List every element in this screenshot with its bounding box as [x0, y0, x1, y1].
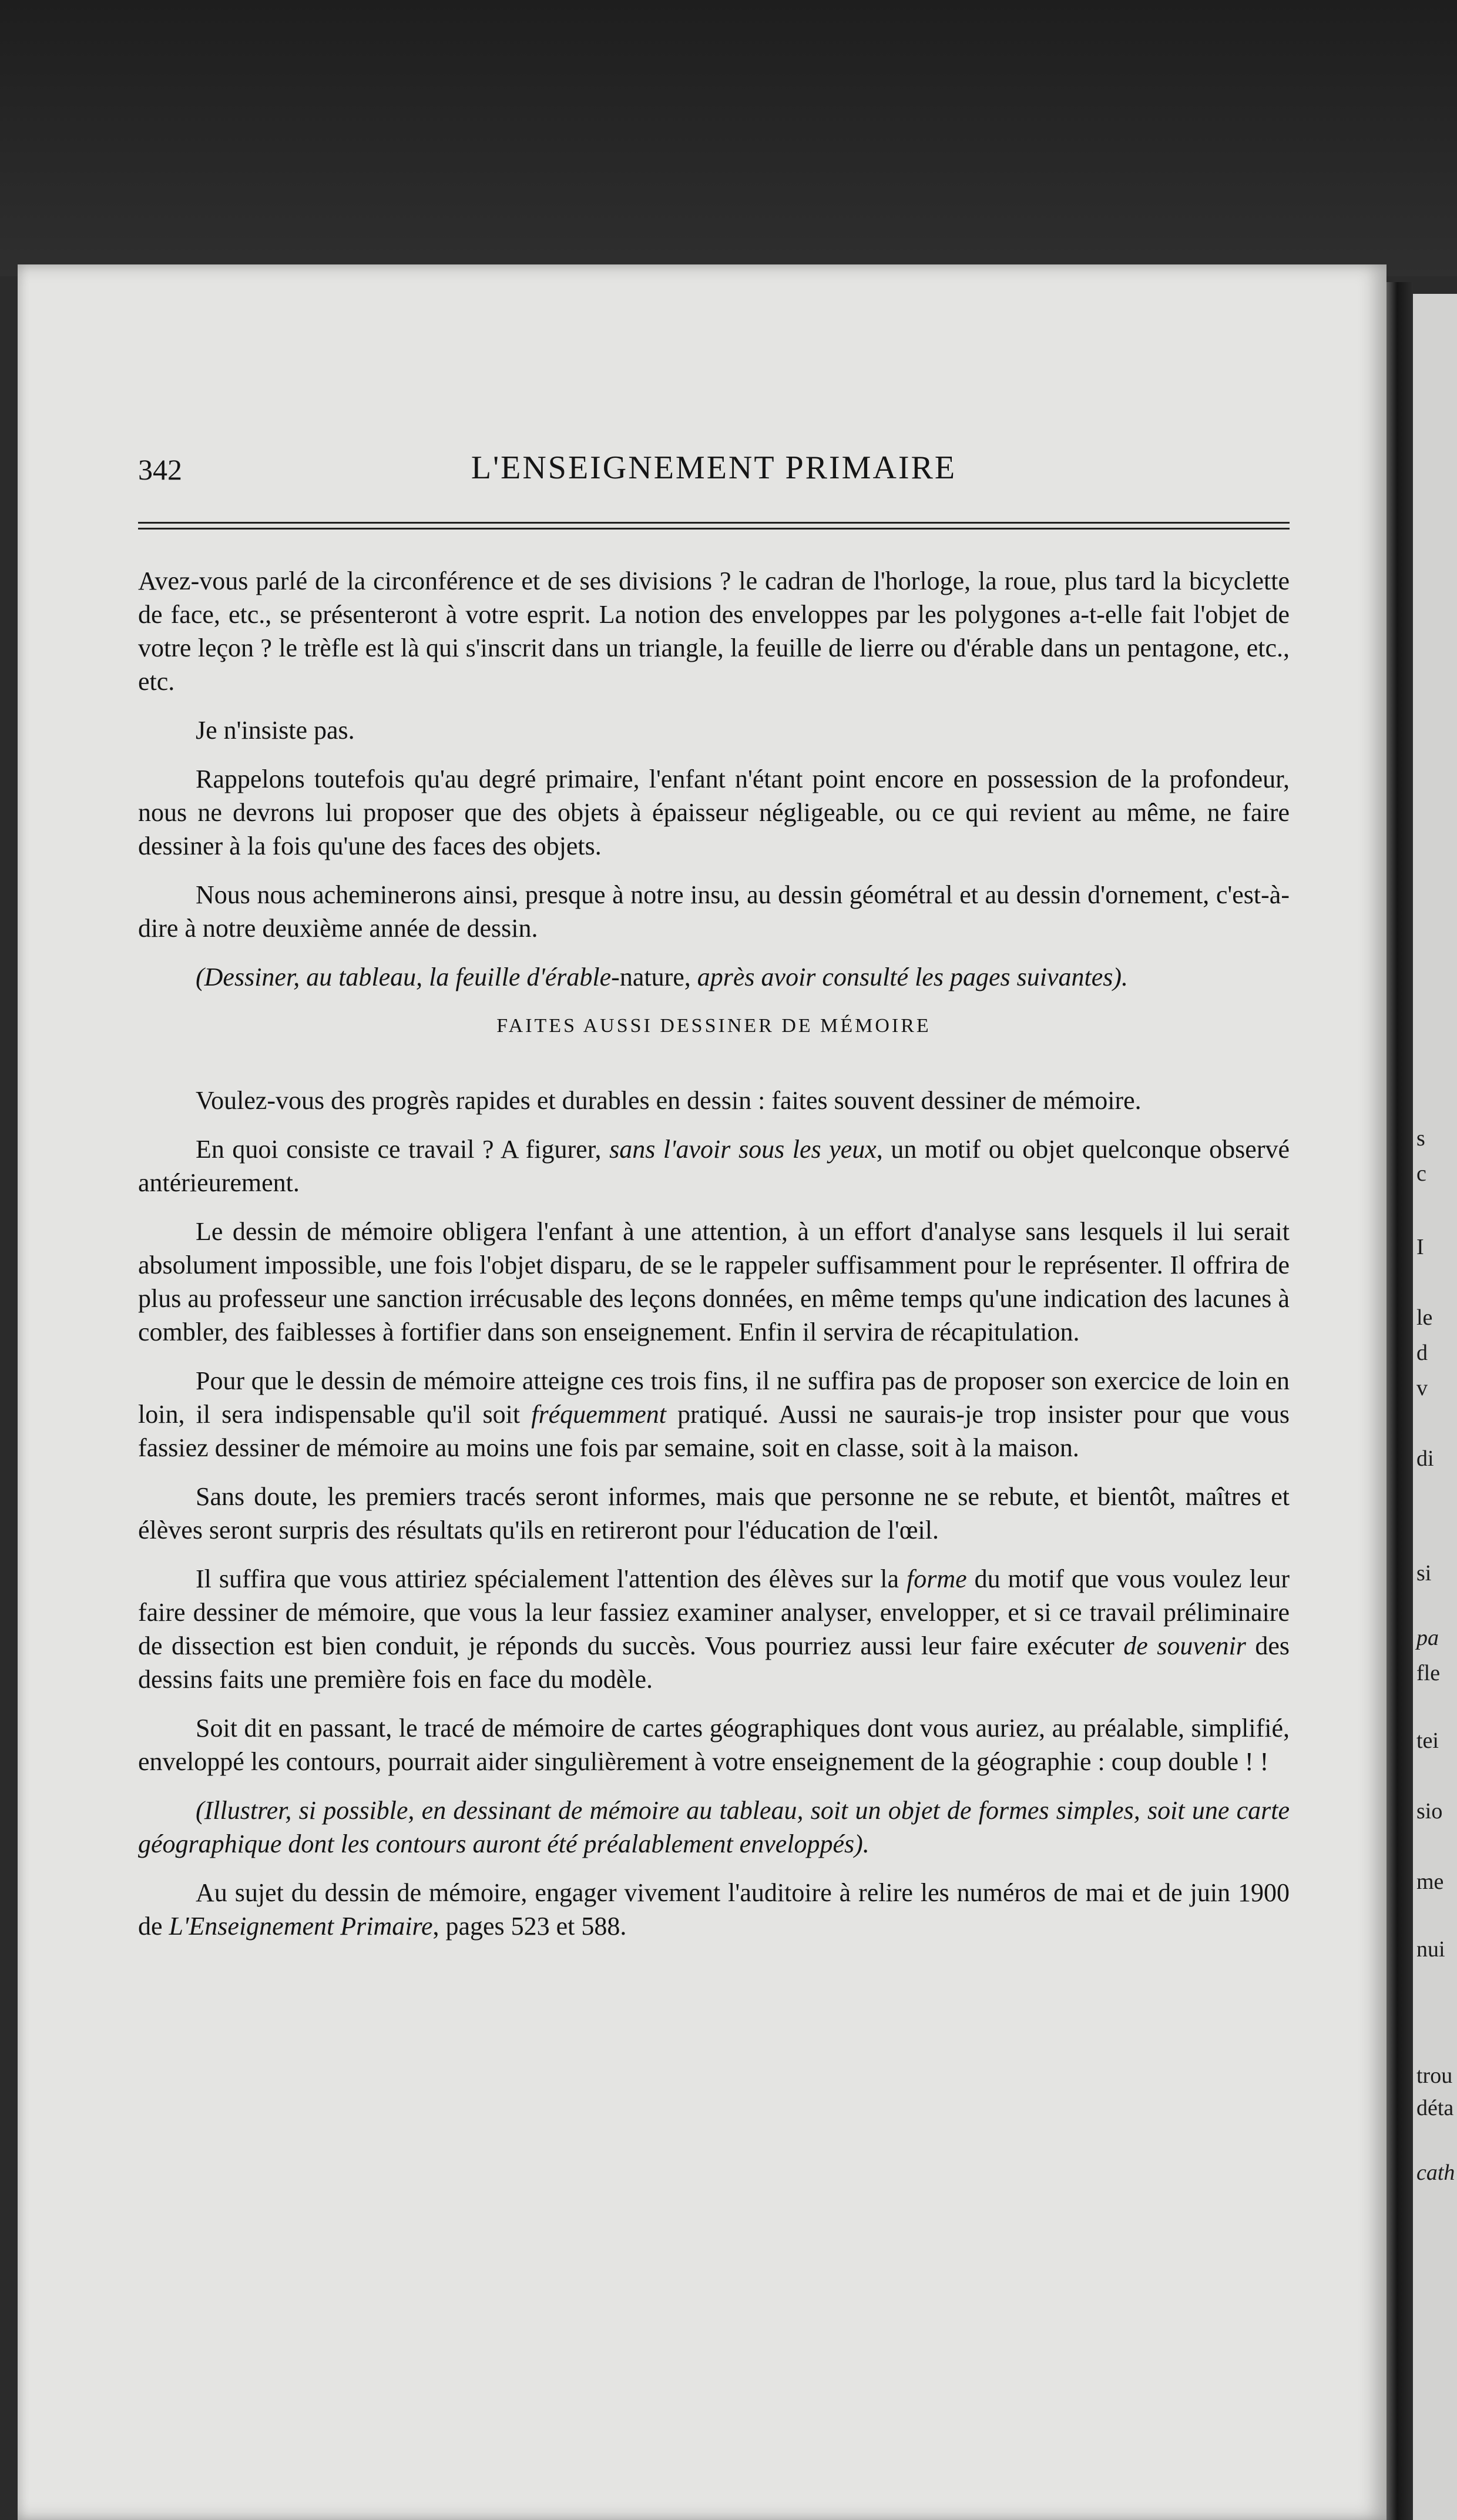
adjacent-fragment: tei: [1416, 1728, 1439, 1753]
adjacent-fragment: nui: [1416, 1937, 1445, 1962]
adjacent-fragment: s: [1416, 1126, 1425, 1151]
paragraph: [138, 1364, 1290, 1465]
paragraph: Nous nous acheminerons ainsi, presque à notre insu, au dessin géométral et au dessin d'ornement, c'est-à-dire à notre deuxième année de dessin.: [138, 880, 1290, 943]
page-number: 342: [138, 453, 182, 486]
adjacent-fragment: me: [1416, 1869, 1444, 1894]
section-heading: FAITES AUSSI DESSINER DE MÉMOIRE: [496, 1015, 931, 1037]
background-dark-top: [0, 0, 1457, 276]
text-run: , un motif ou objet quelconque observé antérieurement.: [138, 1135, 1290, 1197]
paragraph: [138, 1562, 1290, 1696]
note-plain: nature,: [619, 963, 691, 991]
header-rule: [138, 528, 1290, 530]
paragraph: Soit dit en passant, le tracé de mémoire de cartes géographiques dont vous auriez, au préalable, simplifié, enveloppé les contours, pourrait aider singulièrement à votre enseignement de la géographie : coup double ! !: [138, 1714, 1290, 1776]
header-rule: [138, 522, 1290, 524]
adjacent-fragment: déta: [1416, 2096, 1454, 2120]
text-run: Il suffira que vous attiriez spécialement l'attention des élèves sur la: [196, 1564, 907, 1593]
adjacent-fragment: fle: [1416, 1661, 1441, 1685]
note-italic: après avoir consulté les pages suivantes).: [690, 963, 1128, 991]
text-run: pratiqué. Aussi ne saurais-je trop insister pour que vous fassiez dessiner de mémoire au moins une fois par semaine, soit en classe, soit à la maison.: [138, 1400, 1290, 1462]
body-text: [138, 564, 1290, 1958]
adjacent-fragment: d: [1416, 1341, 1428, 1365]
adjacent-fragment: le: [1416, 1305, 1433, 1330]
text-run: des dessins faits une première fois en face du modèle.: [138, 1631, 1290, 1694]
paragraph: [138, 1876, 1290, 1943]
paragraph: Voulez-vous des progrès rapides et durables en dessin : faites souvent dessiner de mémoire.: [196, 1086, 1142, 1115]
paragraph: Sans doute, les premiers tracés seront informes, mais que personne ne se rebute, et bientôt, maîtres et élèves seront surpris des résultats qu'ils en retireront pour l'éducation de l'œil.: [138, 1482, 1290, 1544]
text-run: Pour que le dessin de mémoire atteigne ces trois fins, il ne suffira pas de proposer son exercice de loin en loin, il sera indispensable qu'il soit: [138, 1366, 1290, 1429]
instruction-note: (Illustrer, si possible, en dessinant de mémoire au tableau, soit un objet de formes simples, soit une carte géographique dont les contours auront été préalablement enveloppés).: [138, 1796, 1290, 1858]
instruction-note: [138, 960, 1290, 994]
italic-run: sans l'avoir sous les yeux: [609, 1135, 877, 1164]
text-run: Au sujet du dessin de mémoire, engager vivement l'auditoire à relire les numéros de mai et de juin 1900 de: [138, 1878, 1290, 1941]
adjacent-fragment: c: [1416, 1161, 1426, 1186]
adjacent-page-edge: [1413, 294, 1457, 2520]
italic-run: forme: [907, 1564, 967, 1593]
note-italic: (Dessiner, au tableau, la feuille d'érable-: [196, 963, 620, 991]
adjacent-fragment: sio: [1416, 1799, 1443, 1824]
italic-run: fréquemment: [531, 1400, 666, 1429]
adjacent-fragment: I: [1416, 1235, 1424, 1259]
adjacent-fragment: trou: [1416, 2063, 1453, 2088]
text-run: En quoi consiste ce travail ? A figurer,: [196, 1135, 610, 1164]
text-run: du motif que vous voulez leur faire dessiner de mémoire, que vous la leur fassiez examiner analyser, envelopper, et si ce travail préliminaire de dissection est bien conduit, je réponds du succès. Vous pourriez aussi leur faire exécuter: [138, 1564, 1290, 1660]
adjacent-fragment: v: [1416, 1376, 1428, 1400]
italic-run: de souvenir: [1123, 1631, 1246, 1660]
adjacent-fragment: si: [1416, 1561, 1432, 1586]
adjacent-fragment: di: [1416, 1446, 1434, 1471]
adjacent-fragment: pa: [1416, 1626, 1439, 1650]
book-gutter: [1386, 282, 1413, 2520]
running-title: L'ENSEIGNEMENT PRIMAIRE: [471, 450, 957, 486]
paragraph: Le dessin de mémoire obligera l'enfant à une attention, à un effort d'analyse sans lesquels il lui serait absolument impossible, une fois l'objet disparu, de se le rappeler suffisamment pour le représenter. Il offrira de plus au professeur une sanction irrécusable des leçons données, en même temps qu'une indication des lacunes à combler, des faiblesses à fortifier dans son enseignement. Enfin il servira de récapitulation.: [138, 1217, 1290, 1346]
paragraph: [138, 1132, 1290, 1199]
adjacent-fragment: cath: [1416, 2160, 1455, 2185]
running-header: [138, 450, 1290, 494]
paragraph: Avez-vous parlé de la circonférence et de ses divisions ? le cadran de l'horloge, la roue, plus tard la bicyclette de face, etc., se présenteront à votre esprit. La notion des enveloppes par les polygones a-t-elle fait l'objet de votre leçon ? le trèfle est là qui s'inscrit dans un triangle, la feuille de lierre ou d'érable dans un pentagone, etc., etc.: [138, 567, 1290, 696]
paragraph: Rappelons toutefois qu'au degré primaire, l'enfant n'étant point encore en possession de la profondeur, nous ne devrons lui proposer que des objets à épaisseur négligeable, ou ce qui revient au même, ne faire dessiner à la fois qu'une des faces des objets.: [138, 765, 1290, 860]
italic-run: L'Enseignement Primaire: [169, 1912, 433, 1941]
paragraph: Je n'insiste pas.: [196, 716, 355, 745]
text-run: , pages 523 et 588.: [432, 1912, 627, 1941]
